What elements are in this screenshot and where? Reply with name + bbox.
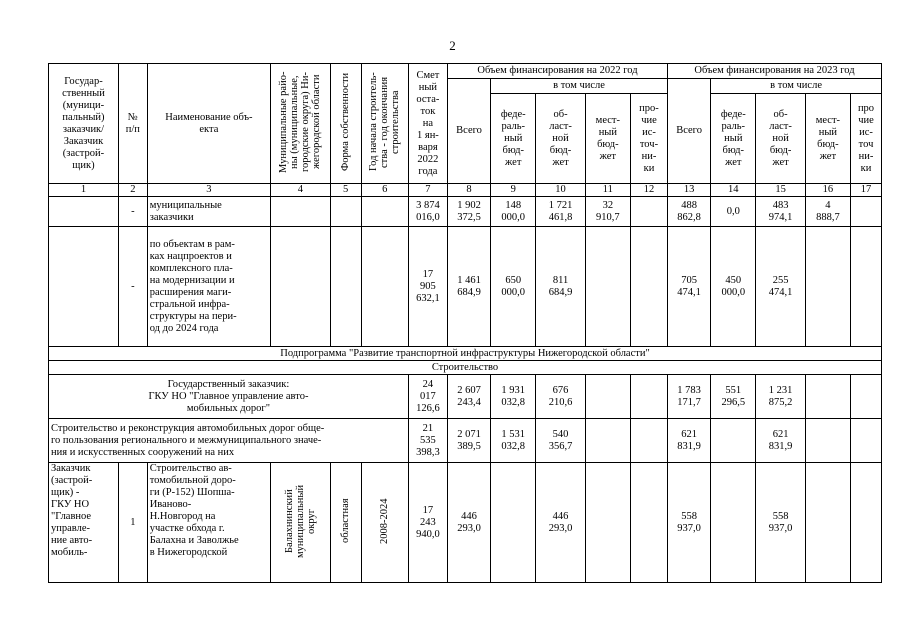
header-local-2022: мест- ный бюд- жет [585,94,630,184]
cell-regional-2023: 621 831,9 [756,419,805,463]
header-including-2022: в том числе [491,79,668,94]
cell-ownership: областная [330,463,361,583]
header-object-name: Наименование объ- екта [147,64,270,184]
cell-customer [49,197,119,227]
cell-other-2023 [851,227,882,347]
header-other-2023: про чие ис- точ ни- ки [851,94,882,184]
col-number: 9 [491,184,536,197]
cell-balance: 17 243 940,0 [408,463,447,583]
cell-other-2023 [851,197,882,227]
cell-customer: Заказчик (застрой- щик) - ГКУ НО "Главное управле- ние авто- мобиль- [49,463,119,583]
cell-object-name: муниципальные заказчики [147,197,270,227]
financing-table [48,63,882,583]
cell-other-2022 [630,419,667,463]
cell-federal-2023 [711,463,756,583]
cell-district [271,197,331,227]
cell-other-2023 [851,419,882,463]
col-number: 12 [630,184,667,197]
table-row [49,375,882,419]
cell-ownership [330,227,361,347]
cell-balance: 17 905 632,1 [408,227,447,347]
cell-total-2022: 2 607 243,4 [447,375,490,419]
cell-num: 1 [118,463,147,583]
cell-total-2022: 446 293,0 [447,463,490,583]
col-number: 5 [330,184,361,197]
subprogram-title: Подпрограмма "Развитие транспортной инфраструктуры Нижегородской области" [49,347,882,361]
col-number: 2 [118,184,147,197]
header-fin2023: Объем финансирования на 2023 год [667,64,881,79]
cell-total-2023: 558 937,0 [667,463,710,583]
cell-num: - [118,197,147,227]
cell-other-2022 [630,227,667,347]
table-row [49,197,882,227]
header-total-2022: Всего [447,79,490,184]
cell-total-2023: 621 831,9 [667,419,710,463]
cell-balance: 24 017 126,6 [408,375,447,419]
cell-federal-2022: 650 000,0 [491,227,536,347]
col-number: 10 [536,184,585,197]
cell-total-2023: 488 862,8 [667,197,710,227]
col-number: 3 [147,184,270,197]
header-regional-2023: об- ласт- ной бюд- жет [756,94,805,184]
cell-local-2022 [585,463,630,583]
cell-federal-2022: 1 931 032,8 [491,375,536,419]
cell-other-2022 [630,463,667,583]
cell-ownership [330,197,361,227]
cell-local-2023 [805,227,850,347]
cell-total-2022: 1 902 372,5 [447,197,490,227]
col-number: 17 [851,184,882,197]
cell-federal-2023 [711,419,756,463]
section-construction: Строительство [49,361,882,375]
cell-federal-2022 [491,463,536,583]
cell-other-2023 [851,463,882,583]
cell-district [271,227,331,347]
cell-federal-2023: 551 296,5 [711,375,756,419]
col-number: 8 [447,184,490,197]
cell-customer [49,227,119,347]
cell-federal-2022: 1 531 032,8 [491,419,536,463]
cell-years [361,227,408,347]
cell-balance: 21 535 398,3 [408,419,447,463]
header-federal-2022: феде- раль- ный бюд- жет [491,94,536,184]
cell-regional-2023: 1 231 875,2 [756,375,805,419]
header-ownership: Форма собственности [330,64,361,184]
cell-total-2022: 1 461 684,9 [447,227,490,347]
header-local-2023: мест- ный бюд- жет [805,94,850,184]
header-years: Год начала строитель-ства - год окончания строительства [361,64,408,184]
col-number: 13 [667,184,710,197]
col-number: 6 [361,184,408,197]
cell-local-2023 [805,375,850,419]
cell-federal-2023: 450 000,0 [711,227,756,347]
cell-balance: 3 874 016,0 [408,197,447,227]
col-number: 4 [271,184,331,197]
cell-regional-2022: 446 293,0 [536,463,585,583]
cell-other-2023 [851,375,882,419]
header-fin2022: Объем финансирования на 2022 год [447,64,667,79]
header-regional-2022: об- ласт- ной бюд- жет [536,94,585,184]
cell-object-name: по объектам в рам- ках нацпроектов и комплексного пла- на модернизации и расширения маги- стральной инфра- структуры на пери- од до 2024 года [147,227,270,347]
cell-total-2023: 1 783 171,7 [667,375,710,419]
header-balance: Смет ный оста- ток на 1 ян- варя 2022 года [408,64,447,184]
col-number: 11 [585,184,630,197]
cell-regional-2022: 811 684,9 [536,227,585,347]
cell-local-2022 [585,375,630,419]
cell-total-2022: 2 071 389,5 [447,419,490,463]
table-row [49,227,882,347]
header-num: № п/п [118,64,147,184]
header-customer: Государ- ственный (муници- пальный) заказчик/ Заказчик (застрой- щик) [49,64,119,184]
header-districts: Муниципальные райо-ны (муниципальные, городские округа) Ни-жегородской области [271,64,331,184]
cell-local-2023 [805,463,850,583]
header-including-2023: в том числе [711,79,882,94]
cell-local-2022 [585,227,630,347]
cell-regional-2023: 483 974,1 [756,197,805,227]
col-number: 14 [711,184,756,197]
cell-local-2022 [585,419,630,463]
cell-other-2022 [630,197,667,227]
table-row [49,419,882,463]
header-federal-2023: феде- раль- ный бюд- жет [711,94,756,184]
column-number-row [49,184,882,197]
col-number: 15 [756,184,805,197]
cell-regional-2023: 255 474,1 [756,227,805,347]
cell-district: Балахнинский муниципальный округ [271,463,331,583]
cell-federal-2022: 148 000,0 [491,197,536,227]
table-row [49,463,882,583]
cell-object-name: Строительство ав- томобильной доро- ги (Р-152) Шопша- Иваново- Н.Новгород на участке обхода г. Балахна и Заволжье в Нижегородской [147,463,270,583]
cell-local-2023: 4 888,7 [805,197,850,227]
cell-regional-2022: 1 721 461,8 [536,197,585,227]
cell-years [361,197,408,227]
cell-num: - [118,227,147,347]
cell-regional-2022: 676 210,6 [536,375,585,419]
col-number: 1 [49,184,119,197]
cell-federal-2023: 0,0 [711,197,756,227]
col-number: 7 [408,184,447,197]
cell-regional-2023: 558 937,0 [756,463,805,583]
page-number: 2 [449,38,456,53]
cell-local-2022: 32 910,7 [585,197,630,227]
cell-regional-2022: 540 356,7 [536,419,585,463]
cell-years: 2008-2024 [361,463,408,583]
cell-other-2022 [630,375,667,419]
cell-total-2023: 705 474,1 [667,227,710,347]
header-total-2023: Всего [667,79,710,184]
header-other-2022: про- чие ис- точ- ни- ки [630,94,667,184]
cell-local-2023 [805,419,850,463]
state-customer-label: Государственный заказчик: ГКУ НО "Главное управление авто- мобильных дорог" [49,375,409,419]
reconstruction-label: Строительство и реконструкция автомобильных дорог обще- го пользования регионального и межмуниципального значе- ния и искусственных сооружений на них [49,419,409,463]
col-number: 16 [805,184,850,197]
